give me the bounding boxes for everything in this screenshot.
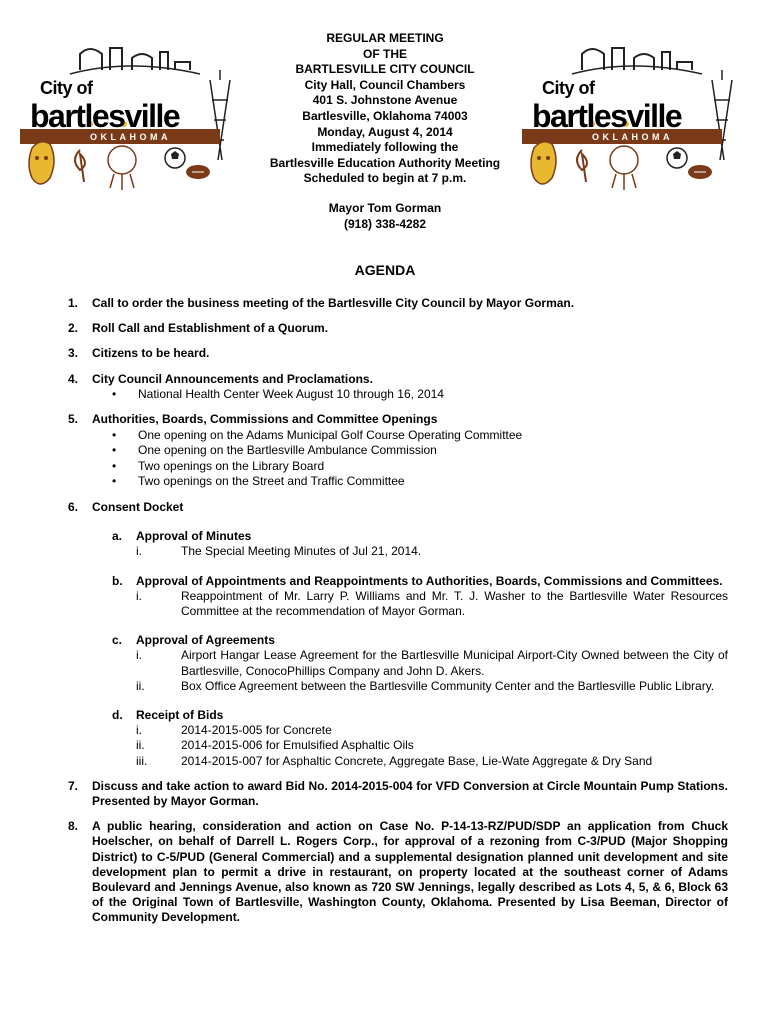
subsection-entry (136, 648, 728, 678)
agenda-item (68, 296, 728, 311)
agenda-item-number: 7. (68, 778, 79, 793)
header-line: REGULAR MEETING (326, 31, 444, 45)
consent-subsection (92, 529, 728, 559)
entry-text: 2014-2015-007 for Asphaltic Concrete, Aggregate Base, Lie-Wate Aggregate & Dry Sand (181, 753, 653, 768)
mayor-phone: (918) 338-4282 (343, 216, 427, 231)
entry-numeral: i. (136, 544, 142, 559)
entry-text: The Special Meeting Minutes of Jul 21, 2014. (181, 544, 422, 559)
header-line: Monday, August 4, 2014 (317, 124, 453, 139)
agenda-item-number: 2. (68, 321, 79, 336)
mayor-name: Mayor Tom Gorman (328, 201, 442, 215)
entry-numeral: i. (136, 723, 142, 738)
subsection-letter: b. (112, 573, 123, 588)
subsection-letter: a. (112, 529, 123, 544)
consent-subsection (92, 574, 728, 620)
agenda-item (68, 412, 728, 490)
bullet-item: • National Health Center Week August 10 through 16, 2014 (112, 387, 728, 403)
bullet-list (92, 387, 728, 403)
header-line: BARTLESVILLE CITY COUNCIL (295, 62, 475, 77)
consent-subsection (92, 708, 728, 769)
subsection-title: Approval of Agreements (136, 633, 275, 648)
subsection-title: Approval of Minutes (136, 529, 252, 544)
entry-numeral: ii. (136, 678, 145, 693)
header-line: City Hall, Council Chambers (304, 77, 466, 92)
header-line: Bartlesville, Oklahoma 74003 (302, 108, 468, 123)
subsection-entry (136, 679, 728, 694)
subsection-entries (136, 648, 728, 694)
agenda-item-number: 5. (68, 412, 79, 427)
subsection-entries (136, 544, 728, 559)
agenda-items (68, 296, 728, 936)
logo-oklahoma: OKLAHOMA (90, 132, 171, 142)
agenda-item-number: 3. (68, 346, 79, 361)
agenda-item (68, 500, 728, 769)
header-line: Scheduled to begin at 7 p.m. (303, 171, 467, 186)
subsection-entries (136, 589, 728, 619)
agenda-item (68, 819, 728, 925)
agenda-item-number: 1. (68, 296, 79, 310)
mayor-contact (250, 201, 520, 232)
logo-bartlesville: bartlesville (30, 98, 180, 134)
bullet-item: • One opening on the Adams Municipal Golf Course Operating Committee (112, 428, 728, 444)
agenda-item-text: City Council Announcements and Proclamations. (92, 371, 373, 386)
subsection-entries (136, 723, 728, 769)
entry-text: 2014-2015-006 for Emulsified Asphaltic Oils (181, 738, 414, 753)
agenda-item-number: 6. (68, 499, 79, 514)
entry-numeral: ii. (136, 738, 145, 753)
subsection-entry (136, 754, 728, 769)
entry-numeral: iii. (136, 753, 148, 768)
subsection-title: Receipt of Bids (136, 708, 224, 723)
agenda-item-text: Consent Docket (92, 499, 184, 514)
bullet-item: • Two openings on the Library Board (112, 459, 728, 475)
agenda-item-text: Citizens to be heard. (92, 346, 210, 361)
agenda-item-number: 4. (68, 371, 79, 386)
agenda-item (68, 779, 728, 809)
header-line: OF THE (363, 46, 407, 61)
entry-text: Reappointment of Mr. Larry P. Williams and Mr. T. J. Washer to the Bartlesville Water Resources Committee at the recommendation of Mayor Gorman. (181, 588, 728, 618)
subsection-title: Approval of Appointments and Reappointments to Authorities, Boards, Commissions and Committees. (136, 573, 723, 588)
subsection-entry (136, 544, 728, 559)
agenda-item (68, 346, 728, 361)
subsection-entry (136, 723, 728, 738)
header-line: Immediately following the (311, 140, 459, 155)
agenda-item (68, 372, 728, 403)
entry-numeral: i. (136, 588, 142, 603)
subsection-entry (136, 589, 728, 619)
subsection-letter: c. (112, 633, 123, 648)
subsection-entry (136, 738, 728, 753)
city-logo-right (512, 40, 737, 190)
subsection-letter: d. (112, 708, 123, 723)
header-line: 401 S. Johnstone Avenue (312, 93, 458, 108)
agenda-item (68, 321, 728, 336)
entry-text: Airport Hangar Lease Agreement for the Bartlesville Municipal Airport-City Owned between the City of Bartlesville, ConocoPhillips Company and John D. Akers. (181, 648, 728, 678)
consent-subsection (92, 633, 728, 694)
header-line: Bartlesville Education Authority Meeting (269, 155, 501, 170)
logo-city-of: City of (40, 78, 93, 98)
logo-bartlesville: bartlesville (532, 98, 682, 134)
entry-text: Box Office Agreement between the Bartlesville Community Center and the Bartlesville Public Library. (181, 678, 715, 693)
agenda-item-text: Call to order the business meeting of the Bartlesville City Council by Mayor Gorman. (92, 296, 575, 310)
logo-oklahoma: OKLAHOMA (592, 132, 673, 142)
agenda-item-number: 8. (68, 819, 79, 834)
agenda-item-text: A public hearing, consideration and action on Case No. P-14-13-RZ/PUD/SDP an application from Chuck Hoelscher, on behalf of Darrell L. Rogers Corp., for approval of a rezoning from C-3/PUD (Major Shopping District) to C-5/PUD (General Commercial) and a supplemental designation planned unit development and site development plan to permit a drive in restaurant, on property located at the southeast corner of Adams Boulevard and Jennings Avenue, also known as 720 SW Jennings, legally described as Lots 4, 5, & 6, Block 63 of the Original Town of Bartlesville, Washington County, Oklahoma. Presented by Lisa Beeman, Director of Community Development. (92, 819, 728, 925)
agenda-item-text: Authorities, Boards, Commissions and Committee Openings (92, 412, 438, 427)
agenda-item-text: Roll Call and Establishment of a Quorum. (92, 321, 329, 336)
entry-numeral: i. (136, 648, 142, 663)
agenda-title: AGENDA (354, 262, 416, 278)
city-logo-left (10, 40, 235, 190)
bullet-item: • Two openings on the Street and Traffic Committee (112, 474, 728, 490)
logo-city-of: City of (542, 78, 595, 98)
bullet-item: • One opening on the Bartlesville Ambulance Commission (112, 443, 728, 459)
meeting-header (250, 31, 520, 187)
bullet-list (92, 428, 728, 490)
agenda-item-text: Discuss and take action to award Bid No. 2014-2015-004 for VFD Conversion at Circle Mountain Pump Stations. Presented by Mayor Gorman. (92, 778, 728, 809)
entry-text: 2014-2015-005 for Concrete (181, 723, 332, 738)
